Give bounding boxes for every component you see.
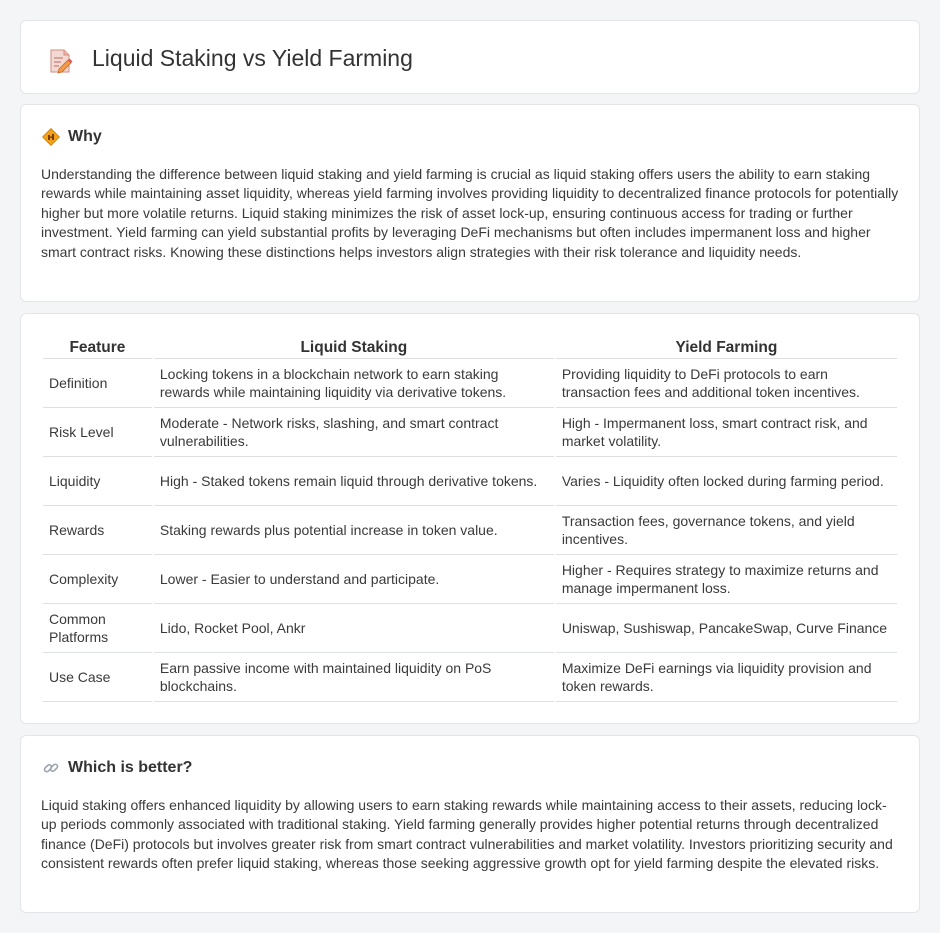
why-text: Understanding the difference between liquid staking and yield farming is crucial as liquid staking offers users the ability to earn staking rewards while maintaining asset liquidity, whereas yield farming involves providing liquidity to decentralized finance protocols for potentially higher but more volatile returns. Liquid staking minimizes the risk of asset lock-up, ensuring continuous access for trading or further investment. Yield farming can yield substantial profits by leveraging DeFi mechanisms but often includes impermanent loss and higher smart contract risks. Knowing these distinctions helps investors align strategies with their risk tolerance and liquidity needs.	[41, 166, 899, 260]
diamond-sign-icon	[42, 128, 60, 146]
better-text: Liquid staking offers enhanced liquidity by allowing users to earn staking rewards while maintaining access to their assets, reducing lock-up periods commonly associated with traditional staking. Yield farming generally provides higher potential returns through decentralized finance (DeFi) protocols but involves greater risk from smart contract vulnerabilities and market volatility. Investors prioritizing security and consistent rewards often prefer liquid staking, whereas those seeking aggressive growth opt for yield farming despite the elevated risks.	[41, 797, 893, 872]
yield-farming-cell: High - Impermanent loss, smart contract risk, and market volatility.	[556, 408, 897, 457]
yield-farming-cell: Providing liquidity to DeFi protocols to earn transaction fees and additional token incentives.	[556, 359, 897, 408]
table-header-row	[43, 336, 897, 359]
why-section	[20, 104, 920, 302]
column-header-liquid-staking: Liquid Staking	[154, 336, 554, 359]
feature-cell: Liquidity	[43, 457, 152, 506]
better-heading-row	[42, 756, 192, 780]
yield-farming-cell: Transaction fees, governance tokens, and yield incentives.	[556, 506, 897, 555]
column-header-yield-farming: Yield Farming	[556, 336, 897, 359]
liquid-staking-cell: Moderate - Network risks, slashing, and smart contract vulnerabilities.	[154, 408, 554, 457]
liquid-staking-cell: Lower - Easier to understand and participate.	[154, 555, 554, 604]
table-row	[43, 506, 897, 555]
liquid-staking-cell: Locking tokens in a blockchain network to earn staking rewards while maintaining liquidity via derivative tokens.	[154, 359, 554, 408]
comparison-table-card	[20, 313, 920, 724]
column-header-feature: Feature	[43, 336, 152, 359]
yield-farming-cell: Varies - Liquidity often locked during farming period.	[556, 457, 897, 506]
why-heading: Why	[68, 128, 102, 145]
feature-cell: Common Platforms	[43, 604, 152, 653]
feature-cell: Rewards	[43, 506, 152, 555]
which-is-better-section	[20, 735, 920, 913]
table-row	[43, 604, 897, 653]
table-row	[43, 653, 897, 702]
page-title: Liquid Staking vs Yield Farming	[92, 45, 413, 71]
feature-cell: Complexity	[43, 555, 152, 604]
liquid-staking-cell: Lido, Rocket Pool, Ankr	[154, 604, 554, 653]
title-card	[20, 20, 920, 94]
better-heading: Which is better?	[68, 759, 193, 776]
feature-cell: Use Case	[43, 653, 152, 702]
liquid-staking-cell: Staking rewards plus potential increase in token value.	[154, 506, 554, 555]
table-row	[43, 408, 897, 457]
link-icon	[42, 759, 60, 777]
yield-farming-cell: Uniswap, Sushiswap, PancakeSwap, Curve Finance	[556, 604, 897, 653]
table-row	[43, 555, 897, 604]
document-pencil-icon	[46, 47, 74, 75]
table-row	[43, 359, 897, 408]
table-row	[43, 457, 897, 506]
liquid-staking-cell: High - Staked tokens remain liquid through derivative tokens.	[154, 457, 554, 506]
why-heading-row	[42, 125, 102, 149]
feature-cell: Risk Level	[43, 408, 152, 457]
yield-farming-cell: Maximize DeFi earnings via liquidity provision and token rewards.	[556, 653, 897, 702]
yield-farming-cell: Higher - Requires strategy to maximize returns and manage impermanent loss.	[556, 555, 897, 604]
feature-cell: Definition	[43, 359, 152, 408]
liquid-staking-cell: Earn passive income with maintained liquidity on PoS blockchains.	[154, 653, 554, 702]
comparison-table	[41, 336, 899, 702]
